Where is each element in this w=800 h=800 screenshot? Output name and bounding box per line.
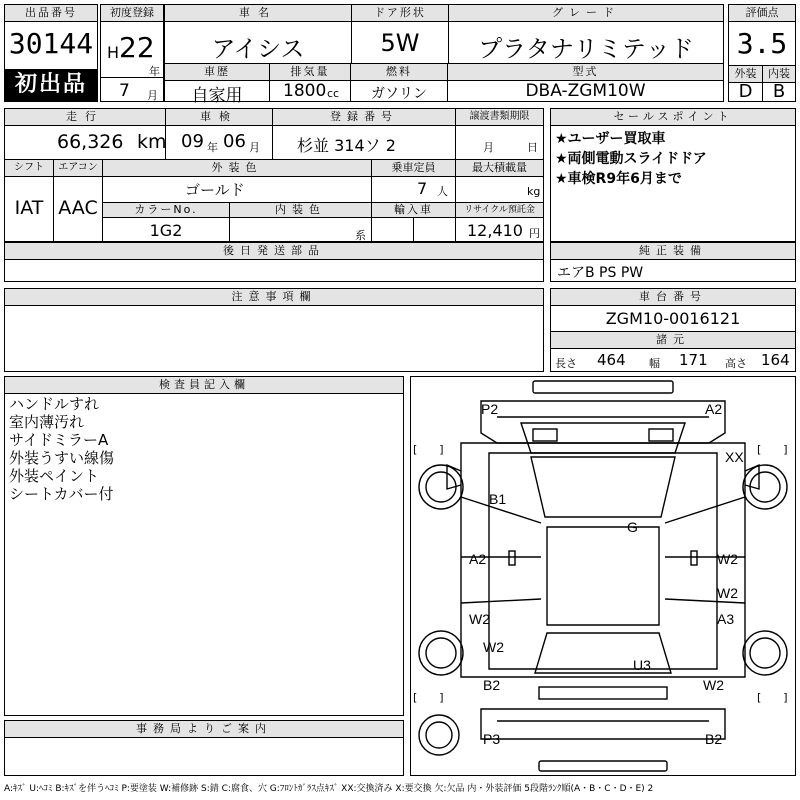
score-box bbox=[728, 4, 796, 102]
displacement: 1800 bbox=[283, 81, 327, 101]
office-label: 事務局よりご案内 bbox=[5, 721, 403, 738]
damage-mark: P2 bbox=[481, 401, 499, 417]
damage-mark: A3 bbox=[717, 611, 735, 627]
mileage-label: 走行 bbox=[5, 109, 165, 126]
transfer-day-unit: 日 bbox=[527, 141, 538, 154]
grade-label: グレード bbox=[449, 5, 723, 22]
inspector-item: 外装うすい線傷 bbox=[9, 449, 115, 467]
later-parts-box bbox=[4, 242, 544, 282]
inspection-year: 09 bbox=[181, 131, 204, 152]
height-label: 高さ bbox=[725, 357, 747, 370]
damage-mark: A2 bbox=[705, 401, 723, 417]
load-unit: kg bbox=[527, 185, 541, 198]
length-label: 長さ bbox=[555, 357, 577, 370]
capacity-unit: 人 bbox=[437, 185, 448, 198]
plate-number: 杉並 314ソ 2 bbox=[297, 136, 396, 155]
reg-year: 22 bbox=[119, 31, 155, 64]
tire-bracket: [ ] bbox=[757, 691, 788, 704]
damage-mark: B2 bbox=[705, 731, 723, 747]
dims-label: 諸元 bbox=[551, 332, 795, 349]
ext-color-label: 外装色 bbox=[103, 160, 371, 177]
inspector-label: 検査員記入欄 bbox=[5, 377, 403, 394]
era: H bbox=[107, 43, 120, 62]
interior-label: 内装 bbox=[763, 66, 795, 83]
damage-mark: P3 bbox=[483, 731, 501, 747]
ac-label: エアコン bbox=[54, 160, 102, 177]
damage-mark: W2 bbox=[717, 585, 738, 601]
genuine-equipment: エアB PS PW bbox=[557, 265, 644, 281]
load-label: 最大積載量 bbox=[456, 160, 543, 177]
ext-color: ゴールド bbox=[185, 181, 245, 199]
int-color-unit: 系 bbox=[355, 229, 366, 242]
insp-year-unit: 年 bbox=[207, 141, 218, 154]
car-name-label: 車名 bbox=[165, 5, 351, 22]
inspector-item: 外装ペイント bbox=[9, 467, 100, 485]
recycle-label: リサイクル預託金 bbox=[456, 203, 543, 218]
interior-grade: B bbox=[772, 81, 786, 102]
displacement-label: 排気量 bbox=[270, 64, 350, 81]
damage-mark: XX bbox=[725, 449, 744, 465]
damage-mark: G bbox=[627, 519, 638, 535]
notes-box bbox=[4, 288, 544, 372]
shift-label: シフト bbox=[5, 160, 53, 177]
inspection-label: 車検 bbox=[166, 109, 272, 126]
door-type: 5W bbox=[380, 29, 420, 57]
ac: AAC bbox=[58, 197, 98, 219]
inspector-item: 室内薄汚れ bbox=[9, 413, 85, 431]
int-color-label: 内装色 bbox=[230, 203, 371, 218]
import-label: 輸入車 bbox=[372, 203, 455, 218]
mileage: 66,326 bbox=[57, 131, 124, 153]
door-label: ドア形状 bbox=[352, 5, 448, 22]
car-outline bbox=[411, 377, 795, 775]
history: 自家用 bbox=[191, 86, 243, 106]
inspector-box bbox=[4, 376, 404, 716]
sales-point-item: ★車検R9年6月まで bbox=[555, 171, 682, 187]
score: 3.5 bbox=[736, 27, 788, 60]
damage-mark: W2 bbox=[717, 551, 738, 567]
model-label: 型式 bbox=[448, 64, 723, 81]
damage-mark: U3 bbox=[633, 657, 651, 673]
lot-label: 出品番号 bbox=[5, 5, 97, 22]
insp-month-unit: 月 bbox=[249, 141, 260, 154]
car-diagram bbox=[410, 376, 796, 776]
transfer-month-unit: 月 bbox=[483, 141, 494, 154]
later-parts-label: 後日発送部品 bbox=[5, 243, 543, 260]
office-notice-box bbox=[4, 720, 404, 776]
registration-box bbox=[100, 4, 164, 102]
damage-mark: W2 bbox=[483, 639, 504, 655]
exterior-label: 外装 bbox=[729, 66, 762, 83]
damage-mark: W2 bbox=[703, 677, 724, 693]
sales-point-item: ★ユーザー買取車 bbox=[555, 131, 666, 147]
width: 171 bbox=[679, 351, 708, 369]
capacity-label: 乗車定員 bbox=[372, 160, 455, 177]
displacement-unit: cc bbox=[327, 87, 340, 100]
score-label: 評価点 bbox=[729, 5, 795, 22]
tire-bracket: [ ] bbox=[757, 443, 788, 456]
tire-bracket: [ ] bbox=[413, 691, 444, 704]
car-name: アイシス bbox=[211, 35, 305, 63]
inspector-item: サイドミラーA bbox=[9, 431, 109, 449]
vehicle-detail-box bbox=[4, 108, 544, 242]
fuel-label: 燃料 bbox=[351, 64, 447, 81]
damage-legend: A:ｷｽﾞ U:ﾍｺﾐ B:ｷｽﾞを伴うﾍｺﾐ P:要塗装 W:補修跡 S:錆 C:腐食、穴 G:ﾌﾛﾝﾄｶﾞﾗｽ点ｷｽﾞ XX:交換済み X:要交換 欠:欠品 内・外装評価 5段階ﾗﾝｸ順(A・B・C・D・E) 2 bbox=[4, 784, 654, 794]
chassis-box bbox=[550, 288, 796, 372]
fuel: ガソリン bbox=[371, 86, 427, 102]
color-no-label: カラーNo. bbox=[103, 203, 229, 218]
genuine-equipment-box bbox=[550, 242, 796, 282]
damage-mark: B2 bbox=[483, 677, 501, 693]
plate-label: 登録番号 bbox=[273, 109, 455, 126]
mileage-unit: km bbox=[137, 131, 167, 153]
sales-points-box bbox=[550, 108, 796, 242]
inspector-item: シートカバー付 bbox=[9, 485, 114, 503]
lot-number: 30144 bbox=[8, 27, 94, 60]
damage-mark: A2 bbox=[469, 551, 487, 567]
first-listing-badge: 初出品 bbox=[5, 69, 97, 101]
damage-mark: B1 bbox=[489, 491, 507, 507]
damage-mark: W2 bbox=[469, 611, 490, 627]
inspection-month: 06 bbox=[223, 131, 246, 152]
transfer-label: 譲渡書類期限 bbox=[456, 109, 543, 126]
lot-number-box bbox=[4, 4, 98, 102]
recycle-unit: 円 bbox=[529, 227, 540, 240]
tire-bracket: [ ] bbox=[413, 443, 444, 456]
sales-point-item: ★両側電動スライドドア bbox=[555, 151, 707, 167]
color-no: 1G2 bbox=[149, 221, 183, 240]
recycle-fee: 12,410 bbox=[467, 221, 523, 240]
chassis-number: ZGM10-0016121 bbox=[605, 309, 741, 328]
width-label: 幅 bbox=[649, 357, 660, 370]
genuine-label: 純正装備 bbox=[551, 243, 795, 260]
car-info-box bbox=[164, 4, 724, 106]
model: DBA-ZGM10W bbox=[525, 81, 646, 101]
sales-points-label: セールスポイント bbox=[551, 109, 795, 126]
notes-label: 注意事項欄 bbox=[5, 289, 543, 306]
chassis-label: 車台番号 bbox=[551, 289, 795, 306]
grade: プラタナリミテッド bbox=[478, 35, 694, 63]
reg-label: 初度登録 bbox=[101, 5, 163, 22]
capacity: 7 bbox=[417, 179, 428, 198]
exterior-grade: D bbox=[738, 81, 753, 102]
height: 164 bbox=[761, 351, 790, 369]
reg-month: 7 bbox=[119, 81, 130, 101]
length: 464 bbox=[597, 351, 626, 369]
year-unit: 年 bbox=[149, 65, 160, 78]
inspector-item: ハンドルすれ bbox=[9, 395, 100, 413]
month-unit: 月 bbox=[147, 89, 158, 102]
history-label: 車歴 bbox=[165, 64, 269, 81]
shift: IAT bbox=[14, 197, 44, 219]
